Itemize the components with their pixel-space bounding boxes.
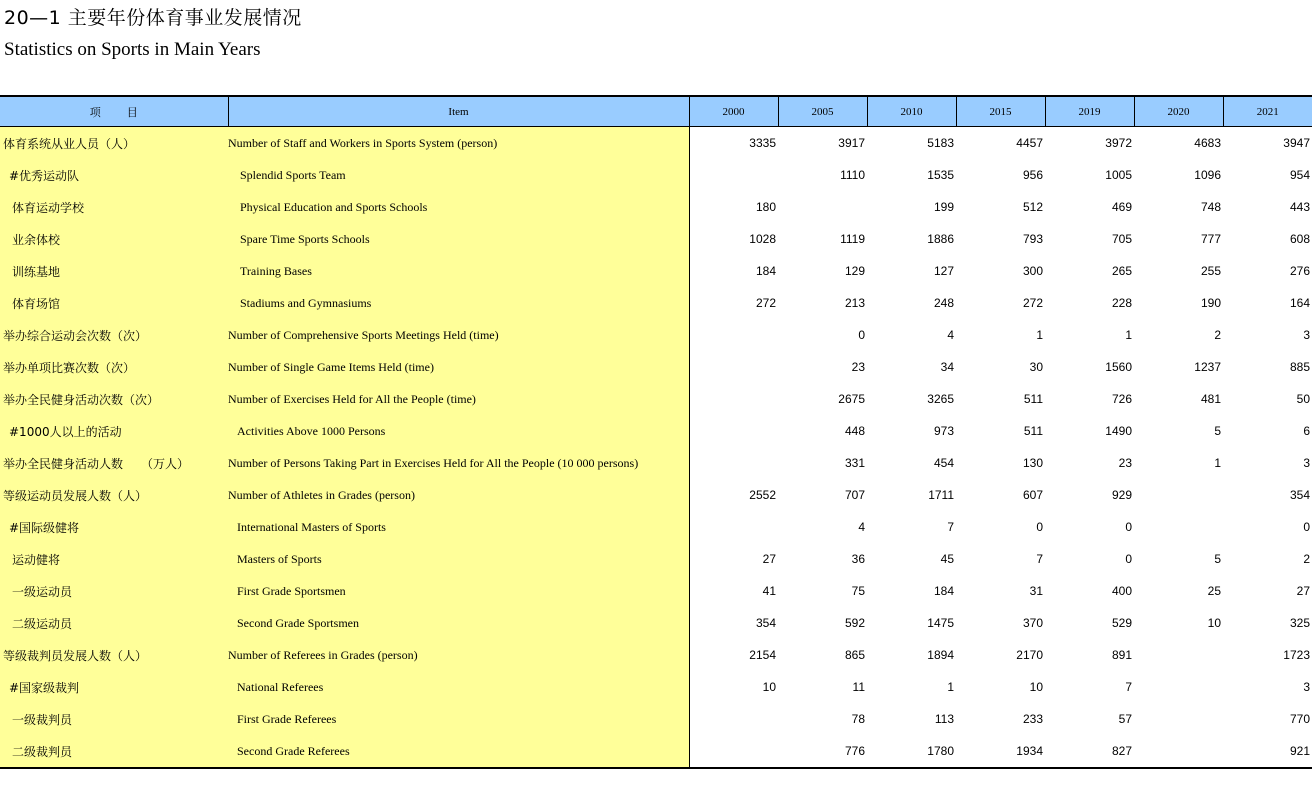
value-cell-2021: 3	[1303, 328, 1310, 342]
table-row	[0, 255, 1312, 287]
value-cell-2021: 443	[1289, 200, 1310, 214]
value-cell-2005: 0	[858, 328, 865, 342]
value-cell-2019: 3972	[1105, 136, 1132, 150]
value-cell-2021: 954	[1289, 168, 1310, 182]
item-chinese-cell: #国际级健将	[0, 511, 228, 543]
item-chinese-cell: 运动健将	[0, 543, 228, 575]
item-english-cell: Number of Athletes in Grades (person)	[228, 479, 689, 511]
value-cell-2021: 885	[1289, 360, 1310, 374]
value-cell-2015: 793	[1022, 232, 1043, 246]
value-cell-2020: 748	[1200, 200, 1221, 214]
value-cell-2000: 2552	[749, 488, 776, 502]
item-chinese-cell: 一级裁判员	[0, 703, 228, 735]
value-cell-2005: 865	[844, 648, 865, 662]
item-chinese-cell: 举办全民健身活动次数（次）	[0, 383, 228, 415]
table-row	[0, 127, 1312, 160]
value-cell-2020	[1134, 735, 1223, 767]
value-cell-2005: 776	[844, 744, 865, 758]
value-cell-2019: 7	[1125, 680, 1132, 694]
value-cell-2021: 50	[1296, 392, 1310, 406]
value-cell-2020: 255	[1200, 264, 1221, 278]
value-cell-2005: 36	[851, 552, 865, 566]
value-cell-2015: 511	[1023, 392, 1043, 406]
item-chinese-cell: 举办综合运动会次数（次）	[0, 319, 228, 351]
value-cell-2021: 27	[1296, 584, 1310, 598]
table-row	[0, 703, 1312, 735]
item-chinese-cell: #国家级裁判	[0, 671, 228, 703]
value-cell-2020	[1134, 479, 1223, 511]
value-cell-2019: 469	[1111, 200, 1132, 214]
item-english-cell: Stadiums and Gymnasiums	[228, 287, 689, 319]
value-cell-2005: 707	[844, 488, 865, 502]
item-english-cell: Splendid Sports Team	[228, 159, 689, 191]
value-cell-2019: 0	[1125, 552, 1132, 566]
value-cell-2021: 6	[1303, 424, 1310, 438]
header-item-chinese-a: 项	[89, 105, 101, 119]
value-cell-2015: 4457	[1016, 136, 1043, 150]
table-row	[0, 447, 1312, 479]
table-row	[0, 639, 1312, 671]
item-english-cell: Masters of Sports	[228, 543, 689, 575]
item-english-cell: National Referees	[228, 671, 689, 703]
header-year-2019: 2019	[1045, 97, 1134, 127]
value-cell-2005: 2675	[838, 392, 865, 406]
value-cell-2015: 0	[1036, 520, 1043, 534]
value-cell-2015: 10	[1029, 680, 1043, 694]
table-row	[0, 191, 1312, 223]
sports-statistics-table	[0, 97, 1312, 767]
value-cell-2015: 31	[1029, 584, 1043, 598]
value-cell-2010: 1475	[927, 616, 954, 630]
item-chinese-cell: 二级运动员	[0, 607, 228, 639]
value-cell-2000	[689, 447, 778, 479]
value-cell-2000: 180	[755, 200, 776, 214]
statistics-table-container	[0, 95, 1312, 769]
value-cell-2020: 777	[1200, 232, 1221, 246]
item-english-cell: Number of Staff and Workers in Sports System (person)	[228, 127, 689, 160]
value-cell-2019: 400	[1111, 584, 1132, 598]
value-cell-2015: 130	[1022, 456, 1043, 470]
header-item-chinese	[0, 97, 228, 127]
value-cell-2015: 30	[1029, 360, 1043, 374]
value-cell-2021: 0	[1303, 520, 1310, 534]
item-chinese-cell: 训练基地	[0, 255, 228, 287]
table-row	[0, 415, 1312, 447]
value-cell-2020: 481	[1200, 392, 1221, 406]
value-cell-2020: 190	[1200, 296, 1221, 310]
value-cell-2015: 2170	[1016, 648, 1043, 662]
value-cell-2019: 1490	[1105, 424, 1132, 438]
value-cell-2015: 233	[1022, 712, 1043, 726]
value-cell-2005: 331	[844, 456, 865, 470]
item-chinese-cell: 二级裁判员	[0, 735, 228, 767]
value-cell-2000: 184	[755, 264, 776, 278]
value-cell-2021: 3	[1303, 680, 1310, 694]
value-cell-2000	[689, 703, 778, 735]
value-cell-2020: 10	[1207, 616, 1221, 630]
header-year-2010: 2010	[867, 97, 956, 127]
value-cell-2010: 199	[933, 200, 954, 214]
header-year-2020: 2020	[1134, 97, 1223, 127]
value-cell-2010: 454	[933, 456, 954, 470]
value-cell-2020	[1134, 703, 1223, 735]
value-cell-2010: 184	[933, 584, 954, 598]
value-cell-2020: 1096	[1194, 168, 1221, 182]
value-cell-2005: 23	[851, 360, 865, 374]
value-cell-2020: 1237	[1194, 360, 1221, 374]
value-cell-2021: 921	[1289, 744, 1310, 758]
value-cell-2020: 4683	[1194, 136, 1221, 150]
value-cell-2010: 1	[947, 680, 954, 694]
table-row	[0, 159, 1312, 191]
value-cell-2010: 973	[933, 424, 954, 438]
value-cell-2010: 45	[940, 552, 954, 566]
table-row	[0, 735, 1312, 767]
value-cell-2019: 0	[1125, 520, 1132, 534]
value-cell-2019: 891	[1111, 648, 1132, 662]
value-cell-2015: 1	[1036, 328, 1043, 342]
header-year-2005: 2005	[778, 97, 867, 127]
table-row	[0, 511, 1312, 543]
value-cell-2019: 827	[1111, 744, 1132, 758]
item-english-cell: Number of Exercises Held for All the People (time)	[228, 383, 689, 415]
value-cell-2021: 1723	[1283, 648, 1310, 662]
value-cell-2000: 41	[762, 584, 776, 598]
value-cell-2015: 7	[1036, 552, 1043, 566]
item-english-cell: Activities Above 1000 Persons	[228, 415, 689, 447]
item-english-cell: First Grade Sportsmen	[228, 575, 689, 607]
value-cell-2005: 1119	[840, 232, 865, 246]
value-cell-2005: 75	[851, 584, 865, 598]
value-cell-2000: 10	[762, 680, 776, 694]
value-cell-2020	[1134, 639, 1223, 671]
value-cell-2005: 448	[844, 424, 865, 438]
table-row	[0, 479, 1312, 511]
page-title-chinese: 20—1 主要年份体育事业发展情况	[4, 7, 302, 29]
header-year-2000: 2000	[689, 97, 778, 127]
item-chinese-cell: 等级裁判员发展人数（人）	[0, 639, 228, 671]
value-cell-2000	[689, 383, 778, 415]
value-cell-2000: 354	[755, 616, 776, 630]
value-cell-2019: 265	[1111, 264, 1132, 278]
value-cell-2021: 608	[1289, 232, 1310, 246]
value-cell-2010: 3265	[927, 392, 954, 406]
value-cell-2010: 1535	[927, 168, 954, 182]
item-english-cell: Spare Time Sports Schools	[228, 223, 689, 255]
value-cell-2019: 529	[1111, 616, 1132, 630]
item-english-cell: Second Grade Referees	[228, 735, 689, 767]
table-row	[0, 223, 1312, 255]
item-chinese-cell: #优秀运动队	[0, 159, 228, 191]
value-cell-2020	[1134, 671, 1223, 703]
item-chinese-cell: 等级运动员发展人数（人）	[0, 479, 228, 511]
value-cell-2019: 228	[1111, 296, 1132, 310]
value-cell-2019: 929	[1111, 488, 1132, 502]
item-english-cell: Physical Education and Sports Schools	[228, 191, 689, 223]
header-item-english: Item	[228, 97, 689, 127]
value-cell-2021: 164	[1289, 296, 1310, 310]
value-cell-2010: 34	[940, 360, 954, 374]
value-cell-2019: 726	[1111, 392, 1132, 406]
value-cell-2000: 2154	[749, 648, 776, 662]
value-cell-2021: 3947	[1283, 136, 1310, 150]
item-english-cell: Number of Single Game Items Held (time)	[228, 351, 689, 383]
header-year-2015: 2015	[956, 97, 1045, 127]
value-cell-2000	[689, 319, 778, 351]
value-cell-2021: 770	[1289, 712, 1310, 726]
value-cell-2015: 512	[1022, 200, 1043, 214]
value-cell-2021: 276	[1289, 264, 1310, 278]
page-title-english: Statistics on Sports in Main Years	[4, 39, 261, 60]
value-cell-2021: 2	[1303, 552, 1310, 566]
value-cell-2015: 511	[1023, 424, 1043, 438]
value-cell-2000	[689, 159, 778, 191]
value-cell-2010: 1711	[928, 488, 954, 502]
value-cell-2015: 956	[1022, 168, 1043, 182]
header-row	[0, 97, 1312, 127]
value-cell-2020: 25	[1207, 584, 1221, 598]
item-english-cell: Training Bases	[228, 255, 689, 287]
table-row	[0, 351, 1312, 383]
value-cell-2000	[689, 415, 778, 447]
value-cell-2019: 705	[1111, 232, 1132, 246]
value-cell-2000	[689, 511, 778, 543]
item-chinese-cell: 一级运动员	[0, 575, 228, 607]
value-cell-2020: 1	[1214, 456, 1221, 470]
value-cell-2015: 272	[1022, 296, 1043, 310]
value-cell-2010: 248	[933, 296, 954, 310]
value-cell-2000: 27	[762, 552, 776, 566]
value-cell-2021: 354	[1289, 488, 1310, 502]
value-cell-2010: 1780	[927, 744, 954, 758]
value-cell-2015: 300	[1022, 264, 1043, 278]
value-cell-2010: 127	[933, 264, 954, 278]
value-cell-2015: 1934	[1016, 744, 1043, 758]
header-year-2021: 2021	[1223, 97, 1312, 127]
item-english-cell: Number of Comprehensive Sports Meetings Held (time)	[228, 319, 689, 351]
value-cell-2005: 213	[844, 296, 865, 310]
item-english-cell: First Grade Referees	[228, 703, 689, 735]
table-row	[0, 575, 1312, 607]
value-cell-2005: 1110	[840, 168, 865, 182]
value-cell-2005: 4	[858, 520, 865, 534]
value-cell-2005: 592	[844, 616, 865, 630]
value-cell-2019: 1560	[1105, 360, 1132, 374]
value-cell-2010: 7	[947, 520, 954, 534]
item-chinese-cell: 体育系统从业人员（人）	[0, 127, 228, 160]
table-row	[0, 383, 1312, 415]
value-cell-2019: 1005	[1105, 168, 1132, 182]
table-row	[0, 543, 1312, 575]
table-row	[0, 607, 1312, 639]
value-cell-2020: 5	[1214, 424, 1221, 438]
value-cell-2010: 5183	[927, 136, 954, 150]
value-cell-2021: 325	[1289, 616, 1310, 630]
value-cell-2015: 607	[1022, 488, 1043, 502]
item-chinese-cell: 体育场馆	[0, 287, 228, 319]
value-cell-2000	[689, 351, 778, 383]
value-cell-2000: 3335	[749, 136, 776, 150]
value-cell-2005: 129	[844, 264, 865, 278]
value-cell-2019: 23	[1118, 456, 1132, 470]
value-cell-2000	[689, 735, 778, 767]
item-english-cell: International Masters of Sports	[228, 511, 689, 543]
value-cell-2019: 57	[1118, 712, 1132, 726]
value-cell-2000: 1028	[749, 232, 776, 246]
table-row	[0, 287, 1312, 319]
item-chinese-cell: 举办全民健身活动人数 （万人）	[0, 447, 228, 479]
value-cell-2005	[778, 191, 867, 223]
header-item-chinese-b: 目	[126, 105, 138, 119]
value-cell-2010: 113	[934, 712, 954, 726]
item-chinese-cell: 举办单项比赛次数（次）	[0, 351, 228, 383]
value-cell-2005: 3917	[838, 136, 865, 150]
item-chinese-cell: #1000人以上的活动	[0, 415, 228, 447]
item-english-cell: Number of Persons Taking Part in Exercises Held for All the People (10 000 persons)	[228, 447, 689, 479]
value-cell-2010: 1886	[927, 232, 954, 246]
value-cell-2020: 5	[1214, 552, 1221, 566]
item-chinese-cell: 体育运动学校	[0, 191, 228, 223]
value-cell-2000: 272	[755, 296, 776, 310]
value-cell-2010: 4	[947, 328, 954, 342]
value-cell-2005: 78	[851, 712, 865, 726]
value-cell-2010: 1894	[927, 648, 954, 662]
item-chinese-cell: 业余体校	[0, 223, 228, 255]
table-row	[0, 319, 1312, 351]
table-row	[0, 671, 1312, 703]
value-cell-2020: 2	[1214, 328, 1221, 342]
value-cell-2021: 3	[1303, 456, 1310, 470]
item-english-cell: Number of Referees in Grades (person)	[228, 639, 689, 671]
table-body	[0, 127, 1312, 768]
value-cell-2005: 11	[852, 680, 865, 694]
value-cell-2015: 370	[1022, 616, 1043, 630]
value-cell-2020	[1134, 511, 1223, 543]
value-cell-2019: 1	[1125, 328, 1132, 342]
item-english-cell: Second Grade Sportsmen	[228, 607, 689, 639]
